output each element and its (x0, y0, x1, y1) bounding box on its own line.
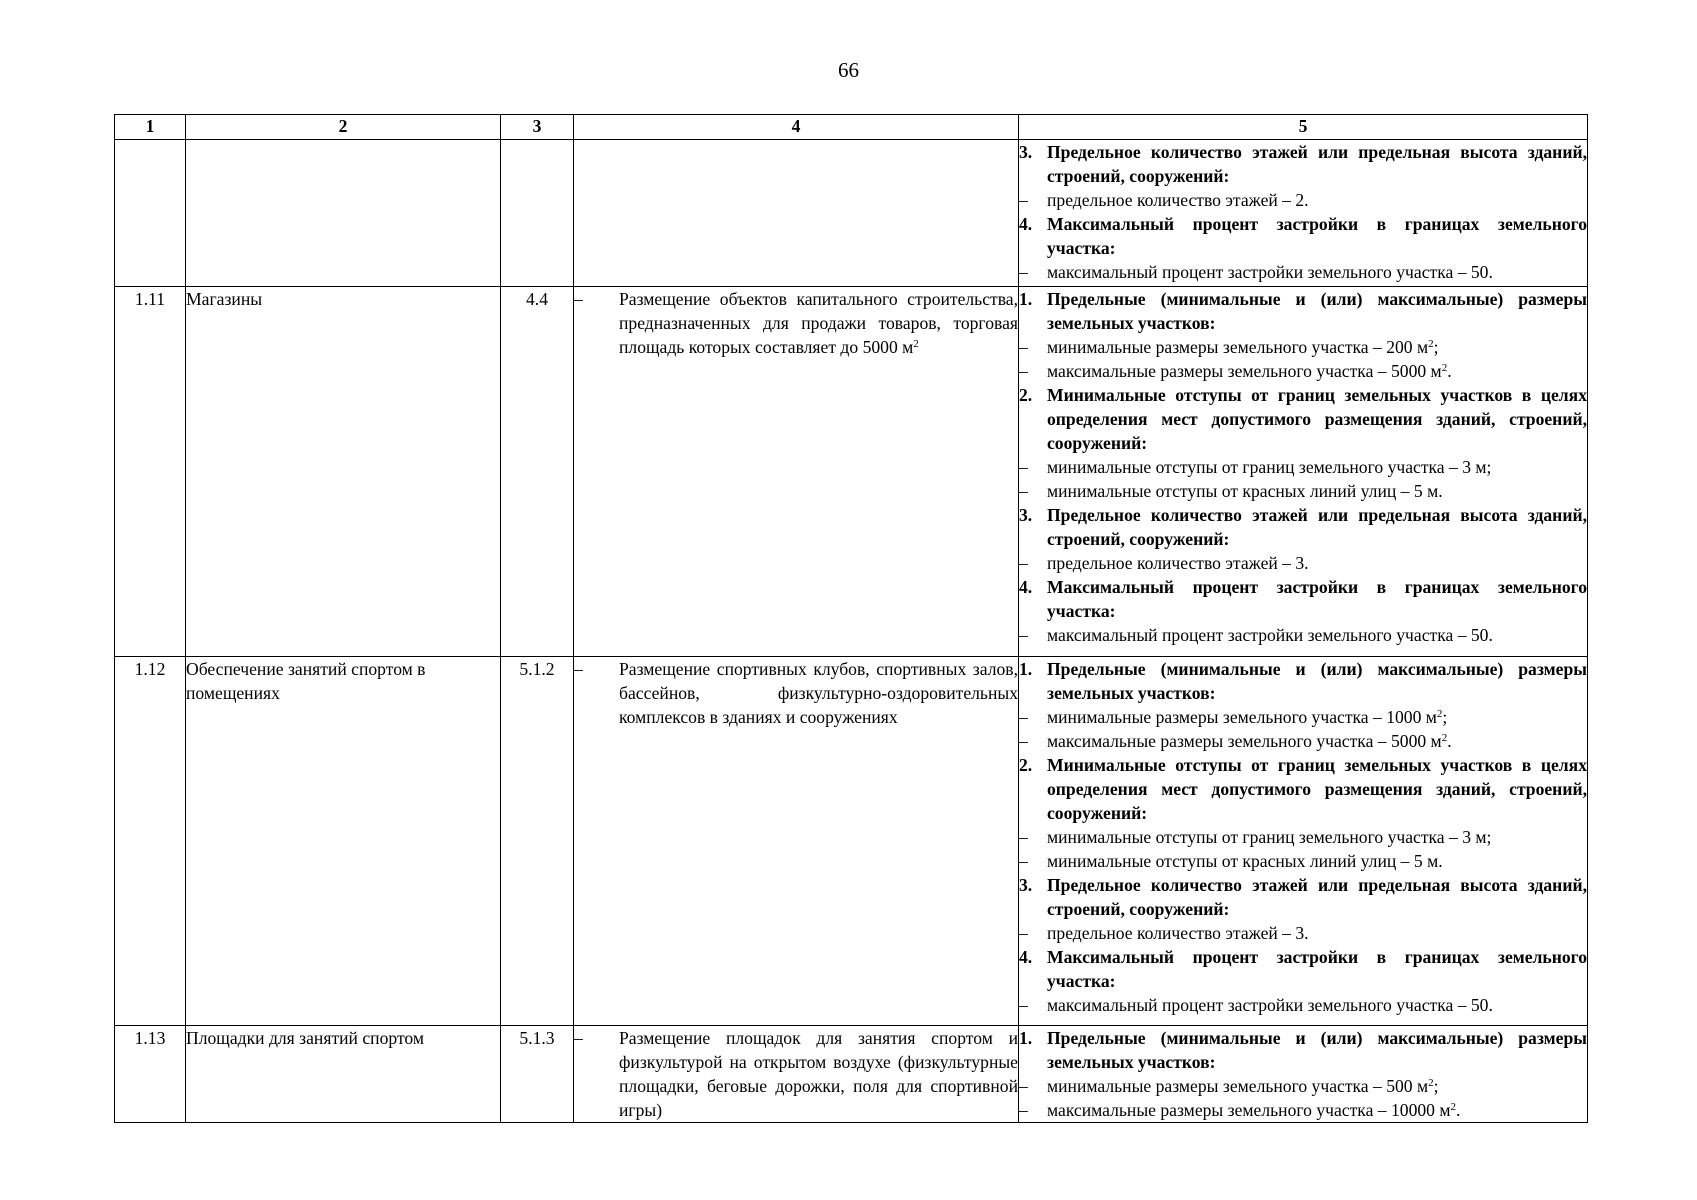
dash-marker: – (1019, 553, 1028, 573)
parameter-text: минимальные размеры земельного участка – 1000 м (1047, 707, 1437, 727)
parameter-item (1019, 455, 1587, 479)
parameter-text-wrap (1047, 921, 1587, 945)
parameter-text: минимальные отступы от красных линий улиц – 5 м. (1047, 851, 1443, 871)
parameter-text-wrap (1047, 753, 1587, 825)
dash-marker: – (1019, 361, 1028, 381)
land-use-code-cell: 5.1.2 (501, 657, 574, 1026)
column-header-3: 3 (501, 115, 574, 140)
column-header-1: 1 (115, 115, 186, 140)
parameter-text: Минимальные отступы от границ земельных участков в целях определения мест допустимого размещения зданий, строений, сооружений: (1047, 755, 1587, 823)
description-item (574, 657, 1018, 729)
section-number: 3. (1019, 505, 1033, 525)
parameter-heading (1019, 945, 1587, 993)
dash-marker: – (1019, 707, 1028, 727)
parameter-item (1019, 623, 1587, 647)
parameter-text-wrap (1047, 287, 1587, 335)
parameter-text-wrap (1047, 212, 1587, 260)
section-number: 2. (1019, 385, 1033, 405)
parameter-item (1019, 729, 1587, 753)
parameter-text-wrap (1047, 455, 1587, 479)
parameter-heading (1019, 503, 1587, 551)
parameter-text: Максимальный процент застройки в границах земельного участка: (1047, 214, 1587, 258)
dash-marker: – (1019, 190, 1028, 210)
description-item (574, 287, 1018, 359)
parameters-cell (1019, 657, 1588, 1026)
dash-marker: – (574, 1028, 583, 1048)
parameter-text-wrap (1047, 359, 1587, 383)
punctuation: ; (1442, 707, 1448, 727)
land-use-code-cell: 4.4 (501, 287, 574, 657)
section-number: 2. (1019, 755, 1033, 775)
land-use-name-cell (186, 140, 501, 287)
parameter-text: Предельные (минимальные и (или) максимальные) размеры земельных участков: (1047, 659, 1587, 703)
parameter-heading (1019, 212, 1587, 260)
parameter-text-wrap (1047, 657, 1587, 705)
parameter-text-wrap (1047, 623, 1587, 647)
parameter-text: максимальный процент застройки земельного участка – 50. (1047, 262, 1493, 282)
parameter-item (1019, 335, 1587, 359)
land-use-description-cell (574, 140, 1019, 287)
parameter-text: предельное количество этажей – 3. (1047, 553, 1309, 573)
parameter-text: Предельные (минимальные и (или) максимальные) размеры земельных участков: (1047, 1028, 1587, 1072)
parameter-item (1019, 479, 1587, 503)
parameter-text: максимальные размеры земельного участка – 5000 м (1047, 361, 1442, 381)
table-row (115, 657, 1588, 1026)
row-number-cell (115, 140, 186, 287)
punctuation: . (1447, 731, 1452, 751)
parameter-text-wrap (1047, 479, 1587, 503)
dash-marker: – (1019, 262, 1028, 282)
dash-marker: – (1019, 1100, 1028, 1120)
parameter-item (1019, 1074, 1587, 1098)
parameter-text-wrap (1047, 575, 1587, 623)
parameter-text-wrap (1047, 945, 1587, 993)
parameter-heading (1019, 1026, 1587, 1074)
description-text-wrap (619, 287, 1018, 359)
parameter-text: предельное количество этажей – 3. (1047, 923, 1309, 943)
superscript: 2 (1436, 708, 1443, 720)
parameter-text-wrap (1047, 1026, 1587, 1074)
parameter-text-wrap (1047, 1074, 1587, 1098)
dash-marker: – (1019, 851, 1028, 871)
parameter-text: максимальные размеры земельного участка – 10000 м (1047, 1100, 1451, 1120)
column-header-4: 4 (574, 115, 1019, 140)
parameters-cell (1019, 140, 1588, 287)
parameter-text-wrap (1047, 825, 1587, 849)
parameter-heading (1019, 873, 1587, 921)
parameter-text: Максимальный процент застройки в границах земельного участка: (1047, 947, 1587, 991)
parameter-text: Максимальный процент застройки в границах земельного участка: (1047, 577, 1587, 621)
parameter-text-wrap (1047, 1098, 1587, 1122)
parameter-text-wrap (1047, 729, 1587, 753)
land-use-description-cell (574, 287, 1019, 657)
parameter-text: минимальные размеры земельного участка – 200 м (1047, 337, 1429, 357)
parameter-heading (1019, 575, 1587, 623)
land-use-code-cell: 5.1.3 (501, 1026, 574, 1123)
parameter-text-wrap (1047, 335, 1587, 359)
zoning-regulations-table (114, 114, 1588, 1123)
section-number: 4. (1019, 214, 1033, 234)
parameter-text-wrap (1047, 849, 1587, 873)
parameter-heading (1019, 383, 1587, 455)
section-number: 1. (1019, 289, 1033, 309)
parameter-item (1019, 551, 1587, 575)
parameter-item (1019, 705, 1587, 729)
parameter-text: Предельное количество этажей или предельная высота зданий, строений, сооружений: (1047, 142, 1587, 186)
land-use-name-cell: Магазины (186, 287, 501, 657)
land-use-code-cell (501, 140, 574, 287)
parameters-cell (1019, 287, 1588, 657)
punctuation: ; (1433, 337, 1439, 357)
dash-marker: – (1019, 731, 1028, 751)
dash-marker: – (1019, 1076, 1028, 1096)
dash-marker: – (574, 289, 583, 309)
land-use-description-cell (574, 657, 1019, 1026)
parameter-text-wrap (1047, 993, 1587, 1017)
parameter-text-wrap (1047, 260, 1587, 284)
parameter-text: максимальный процент застройки земельного участка – 50. (1047, 995, 1493, 1015)
page-number: 66 (838, 58, 859, 82)
row-number-cell: 1.12 (115, 657, 186, 1026)
dash-marker: – (1019, 995, 1028, 1015)
parameter-text-wrap (1047, 503, 1587, 551)
column-number-header-row (115, 115, 1588, 140)
parameter-text: максимальные размеры земельного участка – 5000 м (1047, 731, 1442, 751)
parameter-text: максимальный процент застройки земельного участка – 50. (1047, 625, 1493, 645)
description-text: Размещение площадок для занятия спортом и физкультурой на открытом воздухе (физкультурные площадки, беговые дорожки, поля для спортивной игры) (619, 1028, 1018, 1120)
dash-marker: – (574, 659, 583, 679)
section-number: 3. (1019, 142, 1033, 162)
land-use-name-cell: Площадки для занятий спортом (186, 1026, 501, 1123)
parameter-heading (1019, 140, 1587, 188)
parameter-text: Предельное количество этажей или предельная высота зданий, строений, сооружений: (1047, 505, 1587, 549)
parameter-text: Минимальные отступы от границ земельных участков в целях определения мест допустимого размещения зданий, строений, сооружений: (1047, 385, 1587, 453)
section-number: 1. (1019, 659, 1033, 679)
dash-marker: – (1019, 827, 1028, 847)
dash-marker: – (1019, 625, 1028, 645)
parameter-text-wrap (1047, 140, 1587, 188)
table-row (115, 1026, 1588, 1123)
parameter-item (1019, 188, 1587, 212)
parameter-item (1019, 825, 1587, 849)
superscript: 2 (1428, 338, 1434, 350)
parameter-text: минимальные отступы от красных линий улиц – 5 м. (1047, 481, 1443, 501)
description-item (574, 1026, 1018, 1122)
superscript: 2 (1428, 1077, 1434, 1089)
dash-marker: – (1019, 337, 1028, 357)
parameter-text: предельное количество этажей – 2. (1047, 190, 1309, 210)
parameter-text-wrap (1047, 551, 1587, 575)
parameter-text: минимальные отступы от границ земельного участка – 3 м; (1047, 457, 1492, 477)
parameter-item (1019, 849, 1587, 873)
table-row (115, 287, 1588, 657)
parameter-item (1019, 1098, 1587, 1122)
parameter-text: минимальные отступы от границ земельного участка – 3 м; (1047, 827, 1492, 847)
parameter-item (1019, 359, 1587, 383)
parameter-text: Предельное количество этажей или предельная высота зданий, строений, сооружений: (1047, 875, 1587, 919)
section-number: 4. (1019, 577, 1033, 597)
punctuation: ; (1433, 1076, 1439, 1096)
parameter-text-wrap (1047, 705, 1587, 729)
parameter-text: Предельные (минимальные и (или) максимальные) размеры земельных участков: (1047, 289, 1587, 333)
section-number: 1. (1019, 1028, 1033, 1048)
parameter-text-wrap (1047, 383, 1587, 455)
land-use-name-cell: Обеспечение занятий спортом в помещениях (186, 657, 501, 1026)
parameter-text-wrap (1047, 188, 1587, 212)
parameter-item (1019, 993, 1587, 1017)
parameter-item (1019, 260, 1587, 284)
parameter-heading (1019, 753, 1587, 825)
column-header-2: 2 (186, 115, 501, 140)
superscript: 2 (913, 338, 919, 350)
parameter-item (1019, 921, 1587, 945)
parameter-heading (1019, 287, 1587, 335)
parameters-cell (1019, 1026, 1588, 1123)
description-text: Размещение спортивных клубов, спортивных залов, бассейнов, физкультурно-оздоровительных комплексов в зданиях и сооружениях (619, 659, 1018, 727)
parameter-heading (1019, 657, 1587, 705)
column-header-5: 5 (1019, 115, 1588, 140)
description-text-wrap (619, 657, 1018, 729)
description-text: Размещение объектов капитального строительства, предназначенных для продажи товаров, торговая площадь которых составляет до 5000 м (619, 289, 1018, 357)
table-row (115, 140, 1588, 287)
superscript: 2 (1441, 732, 1448, 744)
row-number-cell: 1.11 (115, 287, 186, 657)
superscript: 2 (1441, 362, 1448, 374)
superscript: 2 (1450, 1101, 1456, 1113)
dash-marker: – (1019, 457, 1028, 477)
dash-marker: – (1019, 923, 1028, 943)
punctuation: . (1456, 1100, 1461, 1120)
land-use-description-cell (574, 1026, 1019, 1123)
section-number: 3. (1019, 875, 1033, 895)
row-number-cell: 1.13 (115, 1026, 186, 1123)
parameter-text-wrap (1047, 873, 1587, 921)
dash-marker: – (1019, 481, 1028, 501)
section-number: 4. (1019, 947, 1033, 967)
parameter-text: минимальные размеры земельного участка – 500 м (1047, 1076, 1429, 1096)
punctuation: . (1447, 361, 1452, 381)
description-text-wrap (619, 1026, 1018, 1122)
